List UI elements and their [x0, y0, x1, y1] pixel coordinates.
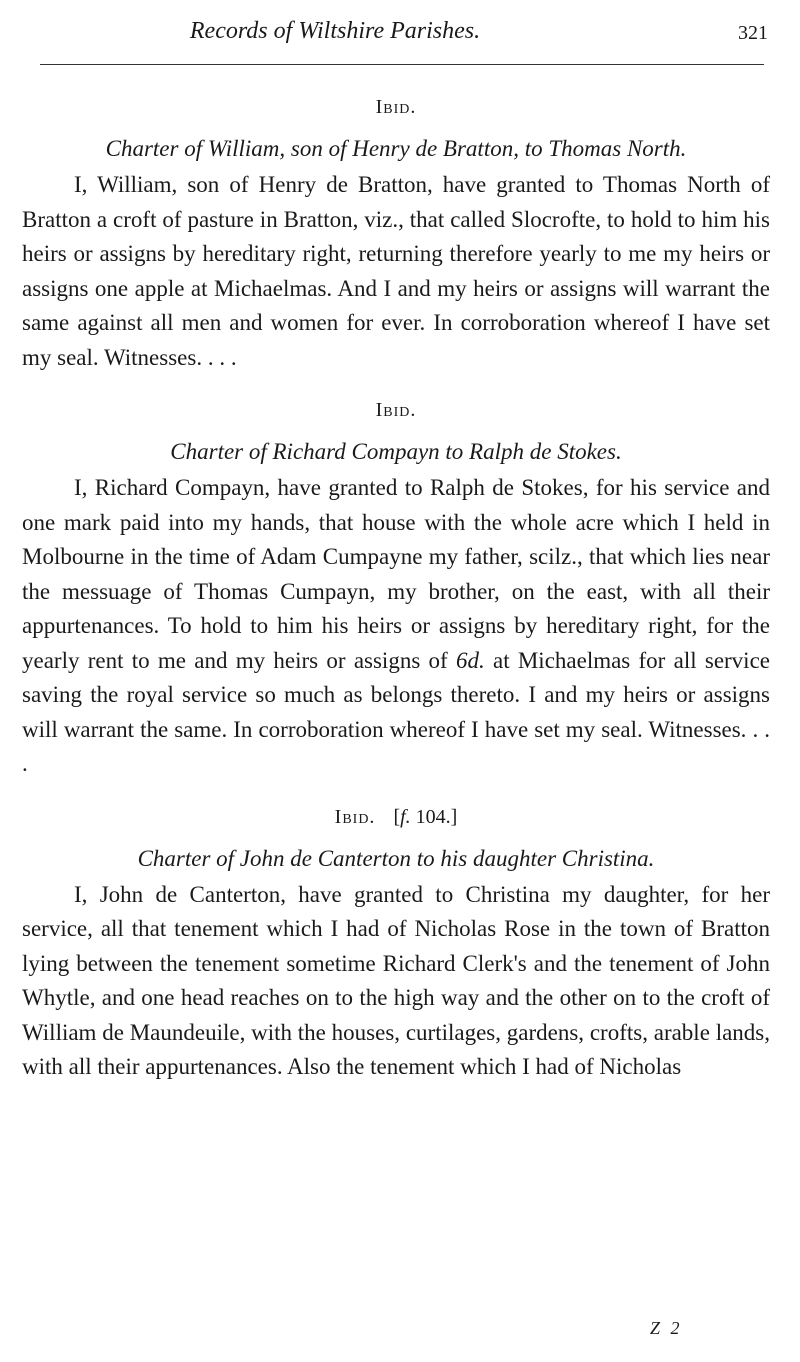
folio-reference: [f. 104.] [393, 805, 458, 828]
charter-title: Charter of William, son of Henry de Bratton, to Thomas North. [105, 136, 687, 161]
charter-section-1 [22, 92, 770, 375]
signature-mark: Z 2 [650, 1318, 683, 1338]
charter-text [22, 471, 770, 782]
charter-text: I, William, son of Henry de Bratton, have granted to Thomas North of Bratton a croft of pasture in Bratton, viz., that called Slocrofte, to hold to him his heirs or assigns by hereditary right, returning therefore yearly to me my heirs or assigns one apple at Michaelmas. And I and my heirs or assigns will warrant the same against all men and women for ever. In corroboration whereof I have set my seal. Witnesses. . . . [22, 172, 770, 370]
charter-text-part: at Michaelmas for all service saving the royal service so much as belongs thereto. I and my heirs or assigns will warrant the same. In corroboration whereof I have set my seal. Witnesses. . . . [22, 647, 770, 776]
source-heading: Ibid. [375, 399, 417, 421]
header-rule [40, 64, 764, 65]
charter-title: Charter of Richard Compayn to Ralph de Stokes. [170, 439, 622, 464]
source-heading [22, 802, 770, 832]
charter-text: I, John de Canterton, have granted to Christina my daughter, for her service, all that tenement which I had of Nicholas Rose in the town of Bratton lying between the tenement sometime Richard Clerk's and the tenement of John Whytle, and one head reaches on to the high way and the other on to the croft of William de Maundeuile, with the houses, curtilages, gardens, crofts, arable lands, with all their appurtenances. Also the tenement which I had of Nicholas [22, 881, 770, 1079]
source-heading: Ibid. [375, 96, 417, 118]
rent-amount: 6d. [455, 647, 485, 673]
charter-section-2 [22, 395, 770, 782]
charter-title: Charter of John de Canterton to his daughter Christina. [137, 845, 655, 871]
running-head [40, 16, 770, 50]
running-title: Records of Wiltshire Parishes. [189, 18, 481, 44]
charter-text-part: I, Richard Compayn, have granted to Ralph de Stokes, for his service and one mark paid into my hands, that house with the whole acre which I held in Molbourne in the time of Adam Cumpayne my father, scilz., that which lies near the messuage of Thomas Cumpayn, my brother, on the east, with all their appurtenances. To hold to him his heirs or assigns by hereditary right, for the yearly rent to me and my heirs or assigns of [22, 475, 770, 673]
charter-section-3 [22, 802, 770, 1085]
page-number: 321 [738, 22, 768, 44]
page-body [22, 92, 770, 1105]
source-label: Ibid. [334, 805, 376, 828]
